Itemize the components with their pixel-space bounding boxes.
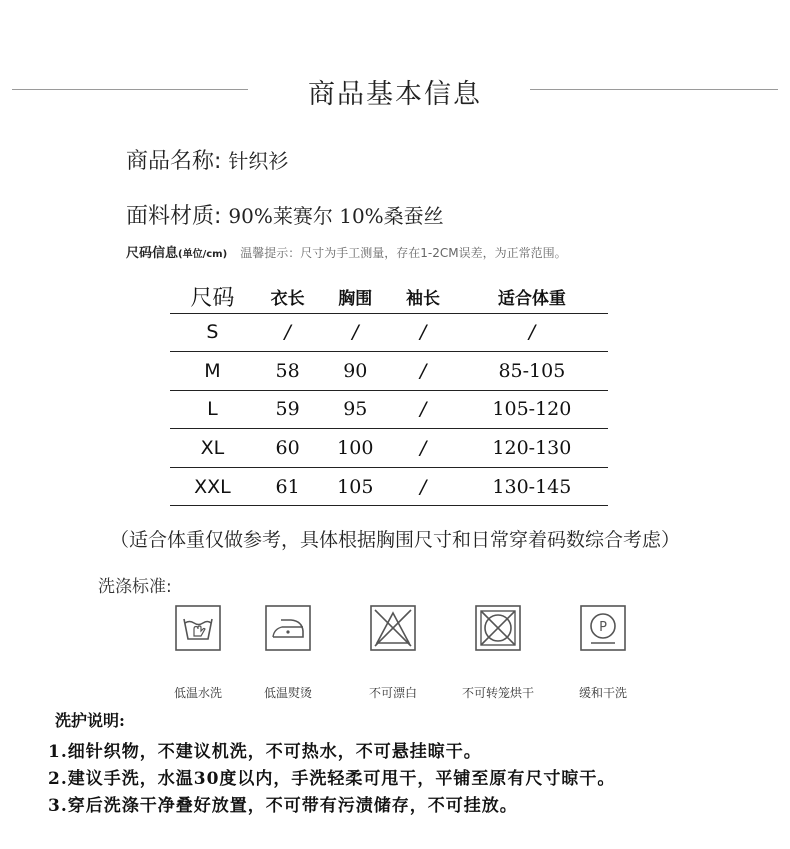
size-cell: S bbox=[170, 313, 255, 352]
size-cell: XL bbox=[170, 429, 255, 468]
weight-cell: 120-130 bbox=[456, 429, 608, 468]
care-instruction: 2.建议手洗，水温30度以内，手洗轻柔可甩干，平铺至原有尺寸晾干。 bbox=[48, 769, 616, 789]
table-row bbox=[170, 352, 608, 391]
weight-cell: 130-145 bbox=[456, 467, 608, 506]
column-header: 胸围 bbox=[320, 281, 390, 313]
size-info-title: 尺码信息 bbox=[126, 246, 179, 261]
size-cell: XXL bbox=[170, 467, 255, 506]
sleeve-cell: / bbox=[390, 390, 456, 429]
care-instruction: 3.穿后洗涤干净叠好放置，不可带有污渍储存，不可挂放。 bbox=[48, 796, 518, 816]
size-cell: L bbox=[170, 390, 255, 429]
no-tumble-dry-icon bbox=[475, 605, 521, 651]
size-cell: M bbox=[170, 352, 255, 391]
table-row bbox=[170, 390, 608, 429]
chest-cell: / bbox=[320, 313, 390, 352]
wash-item bbox=[348, 605, 438, 701]
chest-cell: 105 bbox=[320, 467, 390, 506]
no-bleach-icon bbox=[370, 605, 416, 651]
column-header: 适合体重 bbox=[456, 281, 608, 313]
product-material-label: 面料材质: bbox=[126, 204, 222, 229]
weight-reference-note: （适合体重仅做参考，具体根据胸围尺寸和日常穿着码数综合考虑） bbox=[109, 529, 680, 551]
wash-item bbox=[153, 605, 243, 701]
sleeve-cell: / bbox=[390, 429, 456, 468]
product-name-row bbox=[126, 144, 288, 175]
low-temp-iron-icon bbox=[265, 605, 311, 651]
column-header: 袖长 bbox=[390, 281, 456, 313]
sleeve-cell: / bbox=[390, 313, 456, 352]
product-material-value: 90%莱赛尔 10%桑蚕丝 bbox=[228, 204, 444, 228]
length-cell: / bbox=[255, 313, 321, 352]
chest-cell: 90 bbox=[320, 352, 390, 391]
size-info-header bbox=[126, 242, 567, 261]
svg-text:P: P bbox=[599, 620, 607, 635]
chest-cell: 100 bbox=[320, 429, 390, 468]
size-table bbox=[170, 281, 608, 506]
length-cell: 59 bbox=[255, 390, 321, 429]
length-cell: 61 bbox=[255, 467, 321, 506]
column-header: 衣长 bbox=[255, 281, 321, 313]
column-header: 尺码 bbox=[170, 281, 255, 313]
length-cell: 58 bbox=[255, 352, 321, 391]
wash-item-label: 不可转笼烘干 bbox=[461, 686, 534, 700]
product-name-label: 商品名称: bbox=[126, 149, 222, 174]
product-name-value: 针织衫 bbox=[228, 149, 289, 173]
wash-item-label: 缓和干洗 bbox=[578, 686, 627, 700]
low-temp-wash-icon bbox=[175, 605, 221, 651]
table-row bbox=[170, 313, 608, 352]
weight-cell: 85-105 bbox=[456, 352, 608, 391]
sleeve-cell: / bbox=[390, 467, 456, 506]
wash-item-label: 不可漂白 bbox=[368, 686, 417, 700]
wash-item-label: 低温水洗 bbox=[173, 686, 222, 700]
weight-cell: 105-120 bbox=[456, 390, 608, 429]
sleeve-cell: / bbox=[390, 352, 456, 391]
wash-item-label: 低温熨烫 bbox=[263, 686, 312, 700]
wash-item bbox=[558, 605, 648, 701]
table-row bbox=[170, 467, 608, 506]
page-title: 商品基本信息 bbox=[308, 79, 482, 110]
wash-item bbox=[243, 605, 333, 701]
care-instruction: 1.细针织物，不建议机洗，不可热水，不可悬挂晾干。 bbox=[48, 742, 482, 762]
weight-cell: / bbox=[456, 313, 608, 352]
size-info-note: 温馨提示：尺寸为手工测量，存在1-2CM误差，为正常范围。 bbox=[240, 246, 567, 260]
gentle-dry-clean-icon bbox=[580, 605, 626, 651]
size-info-unit: (单位/cm) bbox=[178, 249, 228, 260]
washing-title: 洗涤标准: bbox=[98, 577, 172, 597]
wash-item bbox=[453, 605, 543, 701]
table-row bbox=[170, 429, 608, 468]
care-title: 洗护说明: bbox=[55, 711, 125, 730]
product-material-row bbox=[126, 199, 444, 230]
chest-cell: 95 bbox=[320, 390, 390, 429]
size-table-header bbox=[170, 281, 608, 313]
length-cell: 60 bbox=[255, 429, 321, 468]
